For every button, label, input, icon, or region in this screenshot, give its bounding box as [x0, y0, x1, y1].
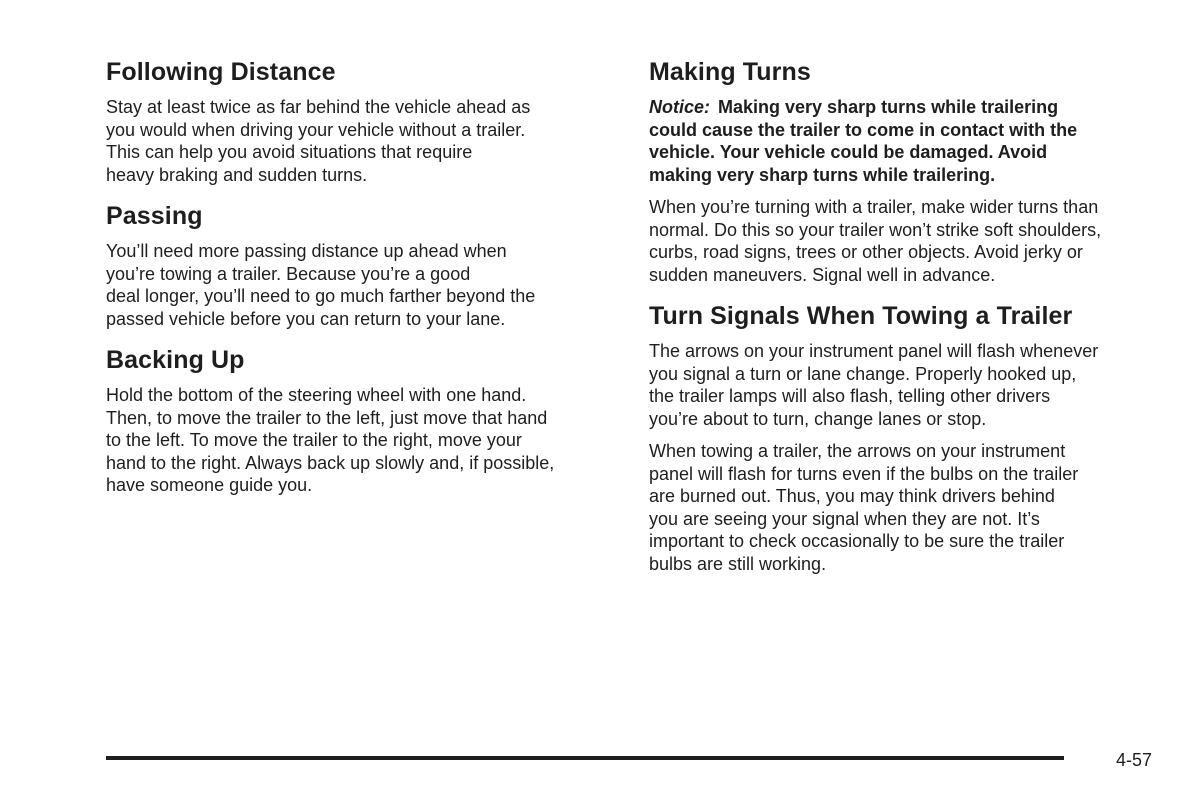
backing-up-section: [106, 344, 616, 497]
right-column: [649, 56, 1161, 589]
notice-block: [649, 96, 1161, 186]
text-line: to the left. To move the trailer to the right, move your: [106, 430, 522, 450]
footer-rule: [106, 756, 1064, 760]
backing-up-heading: Backing Up: [106, 346, 245, 374]
turn-signals-heading: Turn Signals When Towing a Trailer: [649, 302, 1073, 330]
text-line: the trailer lamps will also flash, telling other drivers: [649, 386, 1051, 406]
following-distance-heading: Following Distance: [106, 58, 336, 86]
text-line: deal longer, you’ll need to go much farther beyond the: [106, 286, 536, 306]
text-line: you’re towing a trailer. Because you’re a good: [106, 263, 471, 284]
turn-signals-section: [649, 300, 1161, 575]
text-line: you’re about to turn, change lanes or stop.: [649, 408, 987, 429]
text-line: you signal a turn or lane change. Properly hooked up,: [649, 363, 1077, 384]
passing-heading: Passing: [106, 202, 203, 230]
text-line: panel will flash for turns even if the bulbs on the trailer: [649, 463, 1079, 484]
making-turns-paragraph: [649, 196, 1161, 286]
notice-line: making very sharp turns while trailering.: [649, 164, 996, 185]
following-distance-paragraph: [106, 96, 616, 186]
text-line: heavy braking and sudden turns.: [106, 164, 368, 185]
turn-signals-paragraph-2: [649, 440, 1161, 575]
making-turns-heading: Making Turns: [649, 58, 811, 86]
text-line: Hold the bottom of the steering wheel with one hand.: [106, 385, 527, 405]
notice-line: Making very sharp turns while trailering: [718, 97, 1059, 117]
text-line: The arrows on your instrument panel will flash whenever: [649, 341, 1099, 361]
text-line: curbs, road signs, trees or other objects. Avoid jerky or: [649, 242, 1083, 262]
text-line: you are seeing your signal when they are not. It’s: [649, 508, 1040, 529]
text-line: You’ll need more passing distance up ahead when: [106, 241, 507, 261]
text-line: are burned out. Thus, you may think drivers behind: [649, 486, 1055, 506]
backing-up-paragraph: [106, 384, 616, 497]
text-line: When towing a trailer, the arrows on your instrument: [649, 441, 1066, 461]
turn-signals-paragraph-1: [649, 340, 1161, 430]
text-line: passed vehicle before you can return to your lane.: [106, 308, 506, 329]
text-line: have someone guide you.: [106, 475, 313, 495]
making-turns-section: [649, 56, 1161, 286]
text-line: hand to the right. Always back up slowly and, if possible,: [106, 452, 555, 473]
text-line: This can help you avoid situations that require: [106, 142, 473, 162]
notice-line: could cause the trailer to come in contact with the: [649, 119, 1078, 140]
left-column: [106, 56, 616, 511]
passing-section: [106, 200, 616, 330]
following-distance-section: [106, 56, 616, 186]
text-line: Then, to move the trailer to the left, just move that hand: [106, 407, 548, 428]
notice-line: vehicle. Your vehicle could be damaged. Avoid: [649, 142, 1048, 162]
text-line: Stay at least twice as far behind the vehicle ahead as: [106, 97, 531, 117]
text-line: bulbs are still working.: [649, 553, 827, 574]
text-line: sudden maneuvers. Signal well in advance.: [649, 264, 996, 285]
passing-paragraph: [106, 240, 616, 330]
notice-label: Notice:: [649, 97, 711, 117]
page-number: 4-57: [1116, 750, 1153, 770]
text-line: normal. Do this so your trailer won’t strike soft shoulders,: [649, 219, 1102, 240]
text-line: important to check occasionally to be sure the trailer: [649, 531, 1065, 551]
text-line: When you’re turning with a trailer, make wider turns than: [649, 197, 1099, 217]
text-line: you would when driving your vehicle without a trailer.: [106, 119, 526, 140]
